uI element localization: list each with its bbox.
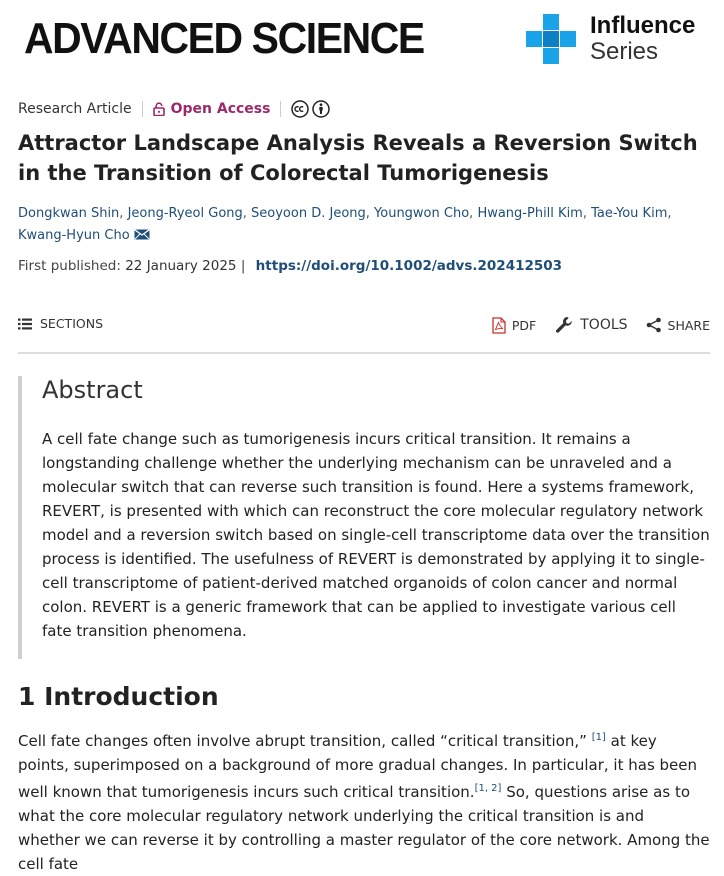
- author-list: [18, 203, 708, 247]
- intro-text-segment: at key points, superimposed on a background of more gradual changes. In particular, it has been well known that tumorigenesis incurs such critical transition.: [18, 732, 698, 801]
- share-label: SHARE: [667, 317, 710, 333]
- tools-button[interactable]: [554, 315, 627, 335]
- influence-label: Influence: [590, 12, 696, 39]
- list-icon: [18, 318, 32, 330]
- author-link[interactable]: Kwang-Hyun Cho: [18, 228, 130, 243]
- abstract-text: A cell fate change such as tumorigenesis incurs critical transition. It remains a longstanding challenge whether the underlying mechanism can be unraveled and a molecular switch that can reverse such transition is found. Here a systems framework, REVERT, is presented with which can reconstruct the core molecular regulatory network model and a reversion switch based on single-cell transcriptome data over the transition process is identified. The usefulness of REVERT is demonstrated by applying it to single-cell transcriptome of patient-derived matched organoids of colon cancer and normal colon. REVERT is a generic framework that can be applied to investigate various cell fate transition phenomena.: [42, 430, 710, 640]
- introduction-heading: 1 Introduction: [18, 682, 219, 711]
- share-button[interactable]: [646, 317, 710, 333]
- pub-divider: |: [240, 258, 246, 274]
- abstract-section: [18, 376, 714, 659]
- intro-text-segment: Cell fate changes often involve abrupt transition, called “critical transition,”: [18, 732, 592, 750]
- pdf-icon: [492, 317, 506, 334]
- influence-cross-icon: [526, 14, 576, 64]
- abstract-heading: Abstract: [42, 376, 143, 404]
- publication-info: [18, 258, 562, 274]
- author-separator: ,: [667, 206, 672, 221]
- author-link[interactable]: Hwang-Phill Kim: [477, 206, 583, 221]
- pdf-button[interactable]: [492, 317, 536, 334]
- open-access-badge[interactable]: [153, 101, 271, 117]
- attribution-icon: [312, 100, 330, 118]
- tools-label: TOOLS: [580, 317, 628, 333]
- author-separator: ,: [119, 206, 128, 221]
- meta-divider: [280, 101, 281, 117]
- article-title: Attractor Landscape Analysis Reveals a Reversion Switch in the Transition of Colorectal Tumorigenesis: [18, 131, 698, 185]
- series-label: Series: [590, 38, 659, 65]
- introduction-paragraph: [18, 726, 710, 876]
- unlock-icon: [153, 102, 165, 116]
- share-icon: [646, 317, 662, 333]
- sections-label: SECTIONS: [40, 316, 104, 331]
- article-type: Research Article: [18, 101, 132, 117]
- sections-button[interactable]: [18, 316, 103, 331]
- author-link[interactable]: Dongkwan Shin: [18, 206, 120, 221]
- license-icons[interactable]: [291, 100, 330, 118]
- author-link[interactable]: Seoyoon D. Jeong: [251, 206, 366, 221]
- meta-divider: [142, 101, 143, 117]
- intro-text-segment: So, questions arise as to what the core molecular regulatory network underlying the critical transition is and whether we can reverse it by controlling a master regulator of the core network. Among the cell fate: [18, 783, 710, 873]
- influence-series-badge[interactable]: [526, 12, 716, 68]
- first-published-date: 22 January 2025: [125, 258, 237, 274]
- masthead: [0, 0, 724, 80]
- journal-logo[interactable]: ADVANCED SCIENCE: [24, 14, 424, 63]
- open-access-label: Open Access: [170, 101, 271, 117]
- article-meta-row: [18, 98, 330, 120]
- author-separator: ,: [582, 206, 592, 221]
- author-link[interactable]: Youngwon Cho: [374, 206, 470, 221]
- author-link[interactable]: Jeong-Ryeol Gong: [127, 206, 243, 221]
- author-separator: ,: [469, 206, 478, 221]
- doi-link[interactable]: https://doi.org/10.1002/advs.202412503: [255, 258, 563, 274]
- author-separator: ,: [242, 206, 252, 221]
- email-icon[interactable]: [134, 229, 150, 240]
- article-toolbar: [18, 312, 710, 338]
- reference-link[interactable]: [1, 2]: [474, 783, 502, 794]
- pdf-label: PDF: [511, 317, 537, 333]
- creative-commons-icon: [291, 100, 309, 118]
- toolbar-divider: [18, 352, 710, 354]
- reference-link[interactable]: [1]: [591, 732, 606, 743]
- author-separator: ,: [365, 206, 375, 221]
- author-link[interactable]: Tae-You Kim: [591, 206, 668, 221]
- wrench-icon: [554, 315, 574, 335]
- first-published-label: First published:: [18, 258, 121, 274]
